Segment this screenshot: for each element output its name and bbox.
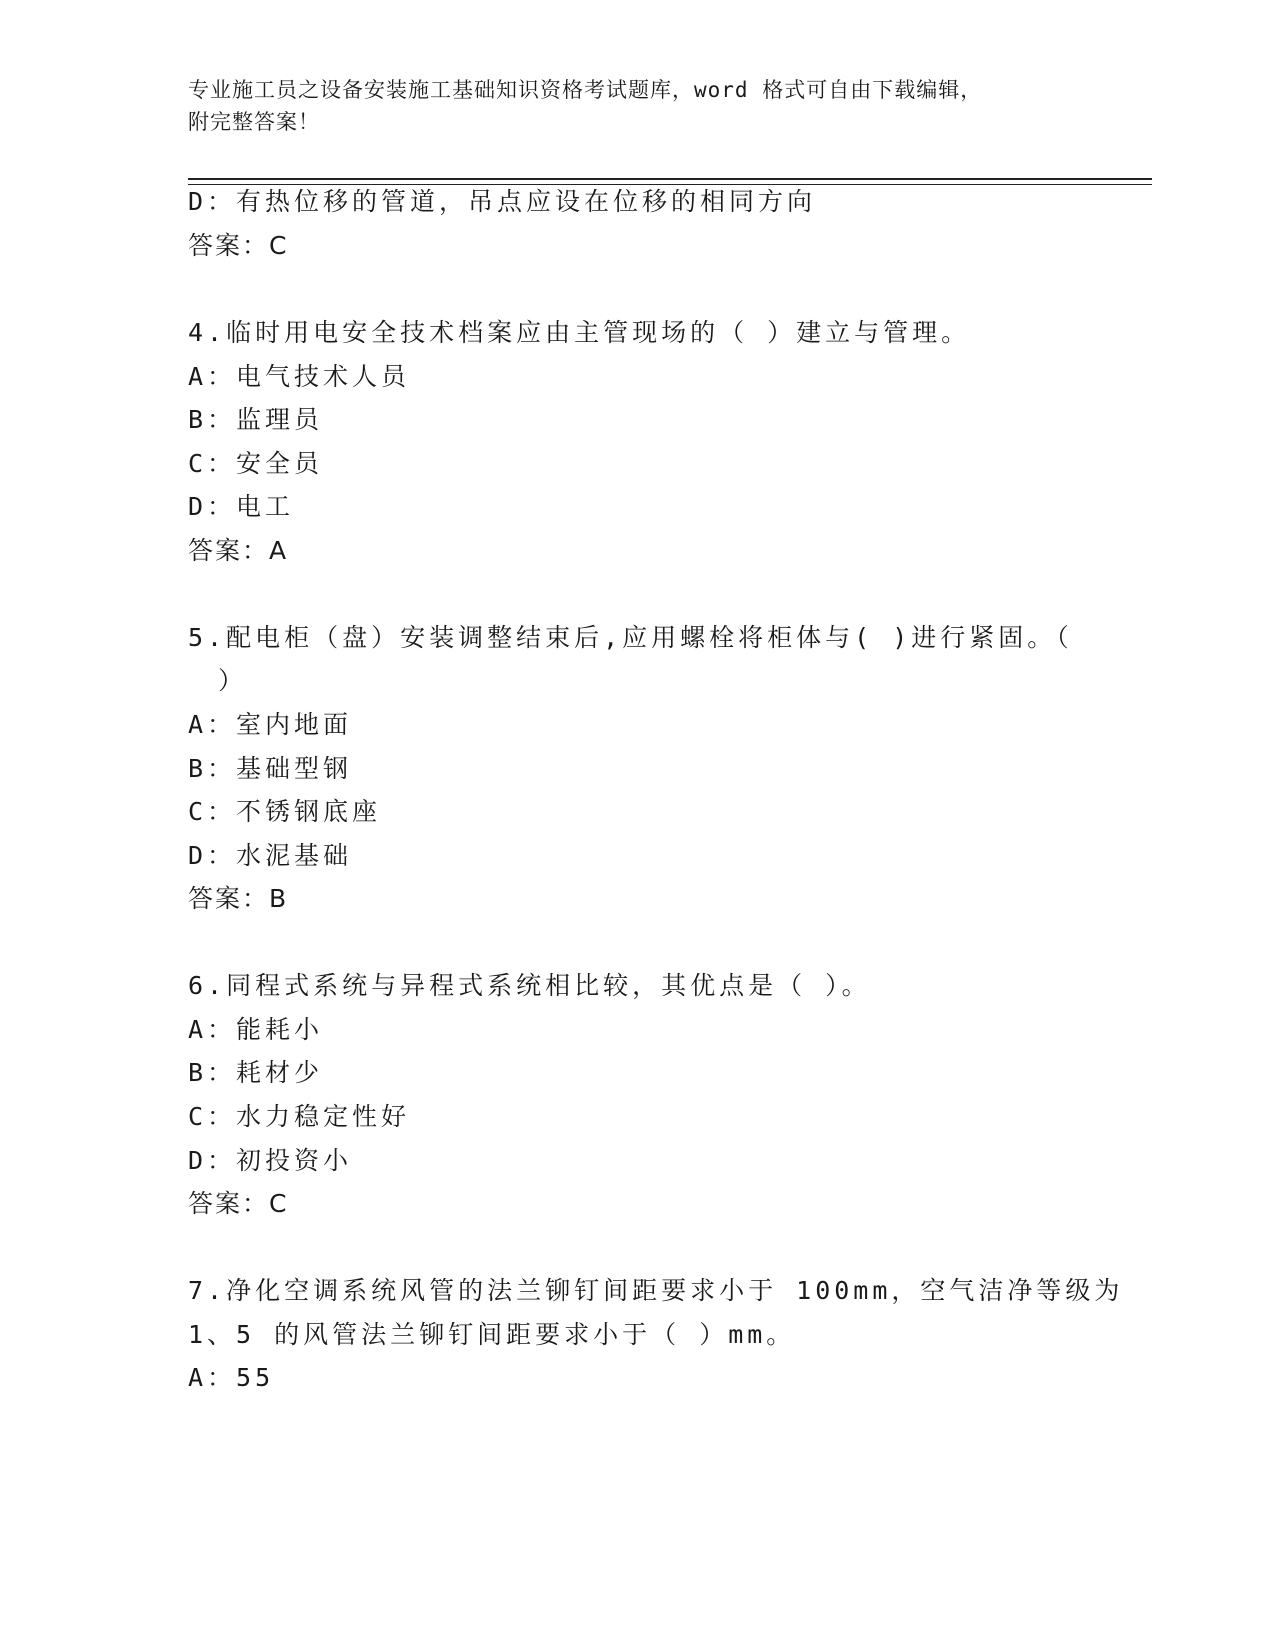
q7-text-line-2: 1、5 的风管法兰铆钉间距要求小于（ ）mm。 [188,1320,796,1349]
q6-option-c: C：水力稳定性好 [188,1102,411,1131]
q5-option-c: C：不锈钢底座 [188,797,382,826]
header-divider-thin [188,184,1152,185]
q5-option-a: A：室内地面 [188,710,353,739]
q5-text-line-1: 5.配电柜（盘）安装调整结束后,应用螺栓将柜体与( )进行紧固。（ [188,623,1073,652]
q7-text-line-1: 7.净化空调系统风管的法兰铆钉间距要求小于 100mm，空气洁净等级为 [188,1276,1124,1305]
header-divider-thick [188,178,1152,180]
q6-option-d: D：初投资小 [188,1146,353,1175]
q4-option-a: A：电气技术人员 [188,362,411,391]
header-line-1: 专业施工员之设备安装施工基础知识资格考试题库，word 格式可自由下载编辑， [188,78,983,102]
header-line-2: 附完整答案！ [188,110,320,134]
q5-option-b: B：基础型钢 [188,754,353,783]
q6-option-a: A：能耗小 [188,1015,324,1044]
document-header [188,74,1088,138]
q7-option-a: A：55 [188,1363,275,1392]
q4-option-d: D：电工 [188,492,295,521]
q6-option-b: B：耗材少 [188,1058,324,1087]
q5-text-line-2: ） [218,666,248,695]
q4-answer: 答案：A [188,536,289,565]
q4-text: 4.临时用电安全技术档案应由主管现场的（ ）建立与管理。 [188,318,971,347]
q5-option-d: D：水泥基础 [188,841,353,870]
q6-text: 6.同程式系统与异程式系统相比较，其优点是（ ）。 [188,971,871,1000]
prev-option-d: D：有热位移的管道，吊点应设在位移的相同方向 [188,187,817,216]
prev-answer: 答案：C [188,231,289,260]
q6-answer: 答案：C [188,1189,289,1218]
q4-option-b: B：监理员 [188,405,324,434]
q5-answer: 答案：B [188,884,289,913]
q4-option-c: C：安全员 [188,449,324,478]
